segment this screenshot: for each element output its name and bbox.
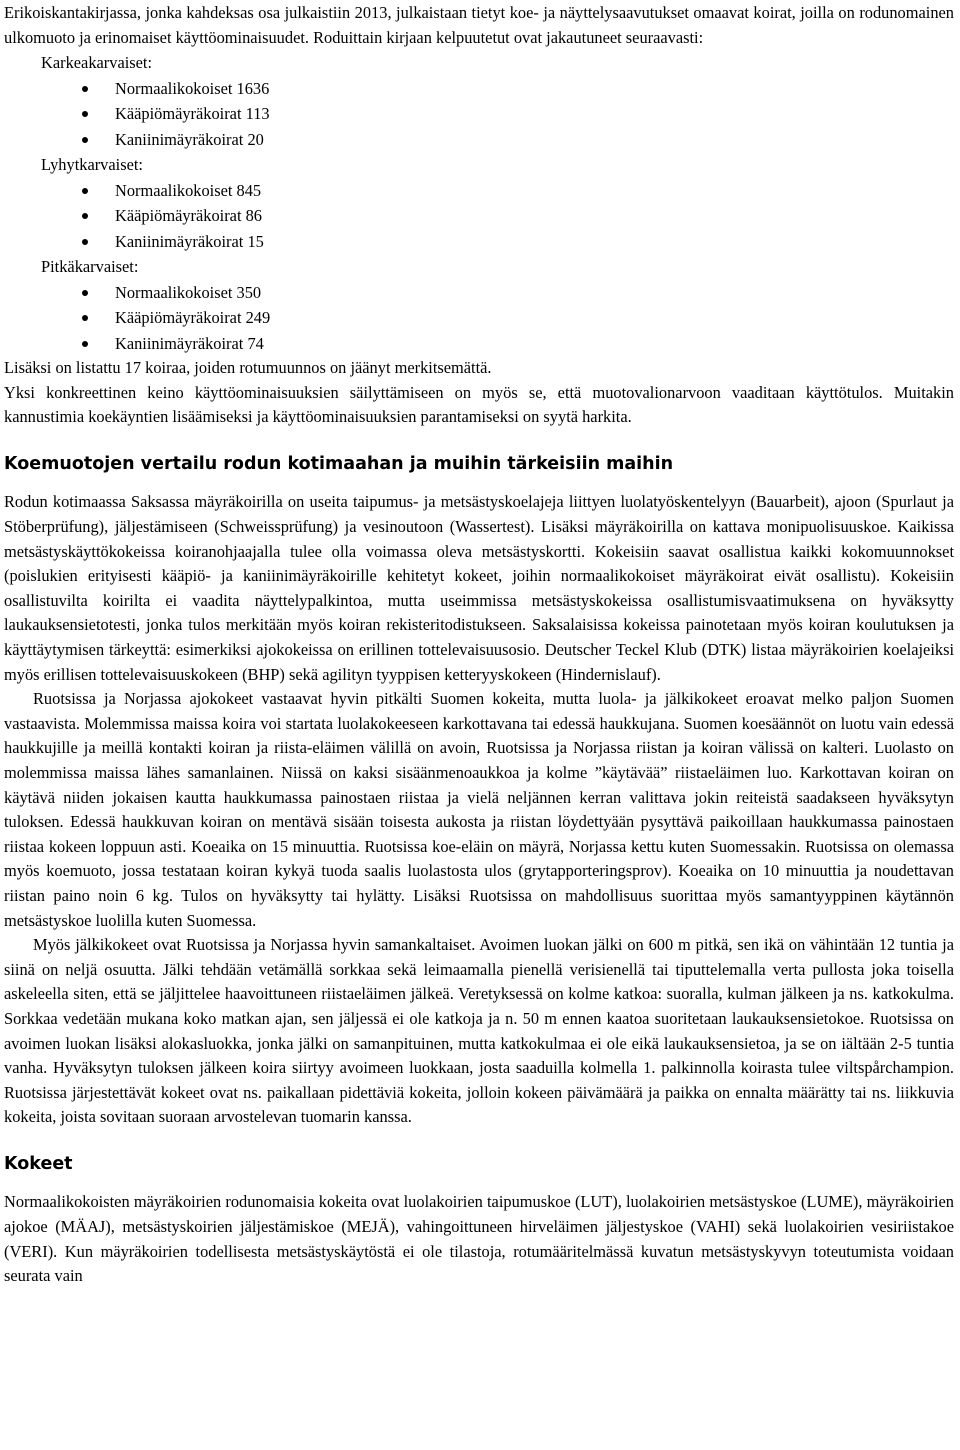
category-list xyxy=(4,50,954,356)
list-item: Kääpiömäyräkoirat 86 xyxy=(4,203,954,229)
category-items-karkeakarvaiset xyxy=(4,76,954,153)
bullet-icon xyxy=(82,341,88,347)
germany-paragraph: Rodun kotimaassa Saksassa mäyräkoirilla on useita taipumus- ja metsästyskoelajeja liittyen luolatyöskentelyyn (Bauarbeit), ajoon (Spurlaut ja Stöberprüfung), jäljestämiseen (Schweissprüfung) ja vesinoutoon (Wassertest). Lisäksi mäyräkoirilla on kattava monipuolisuuskoe. Kaikissa metsästyskäyttökokeissa koiranohjaajalla tulee olla voimassa oleva metsästyskortti. Kokeisiin saavat osallistua kaikki kokomuunnokset (poislukien erityisesti kääpiö- ja kaniinimäyräkoirille kehitetyt kokeet, joihin normaalikokoiset mäyräkoirat eivät osallistu). Kokeisiin osallistuvilta koirilta ei vaadita näyttelypalkintoa, mutta useimmissa metsästyskokeissa osallistumisvaatimuksena on hyväksytty laukauksensietotesti, jonka tulos merkitään myös koiran rekisteritodistukseen. Saksalaisissa kokeissa painotetaan myös koiran koulutuksen ja käyttäytymisen tärkeyttä: esimerkiksi ajokokeissa on erillinen tottelevaisuusosio. Deutscher Teckel Klub (DTK) listaa mäyräkoirien koelajeiksi myös erillisen tottelevaisuuskokeen (BHP) sekä agilityn tyyppisen ketteryyskokeen (Hindernislauf). xyxy=(4,492,954,684)
sweden-norway-paragraph: Ruotsissa ja Norjassa ajokokeet vastaavat hyvin pitkälti Suomen kokeita, mutta luola- ja jälkikokeet eroavat melko paljon Suomen vastaavista. Molemmissa maissa koira voi startata luolakokeeseen karkottavana tai edessä haukkujana. Suomen koesäännöt on luotu vain edessä haukkujille ja meillä kontakti koiran ja riista-eläimen välillä on avoin, Ruotsissa ja Norjassa riistan ja koiran välissä on kalteri. Luolasto on molemmissa maissa lähes samanlainen. Niissä on kaksi sisäänmenoaukkoa ja kolme ”käytävää” riistaeläimen luo. Karkottavan koiran on käytävä niiden jokaisen kautta haukkumassa painostaen riistaa ja vielä neljännen kerran valittava jokin reiteistä saadakseen hyväksytyn tuloksen. Edessä haukkuvan koiran on mentävä sisään toisesta aukosta ja riistan löydettyään pysyttävä paikoillaan haukkumassa painostaen riistaa kokeen loppuun asti. Koeaika on 15 minuuttia. Ruotsissa koe-eläin on mäyrä, Norjassa kettu kuten Suomessakin. Ruotsissa on olemassa myös koemuoto, jossa testataan koiran kykyä tuoda saalis luolastosta ulos (grytapporteringsprov). Koeaika on 10 minuuttia ja noudettavan riistan paino noin 6 kg. Tulos on hyväksytty tai hylätty. Lisäksi Ruotsissa on mahdollisuus suorittaa myös samantyyppinen käytännön metsästyskoe luolilla kuten Suomessa. xyxy=(4,689,954,930)
unlisted-note: Lisäksi on listattu 17 koiraa, joiden rotumuunnos on jäänyt merkitsemättä. xyxy=(4,358,492,378)
category-heading-lyhytkarvaiset: Lyhytkarvaiset: xyxy=(41,155,143,175)
document-page xyxy=(4,0,954,1289)
list-item: Normaalikokoiset 1636 xyxy=(4,76,954,102)
list-item: Normaalikokoiset 845 xyxy=(4,178,954,204)
bullet-icon xyxy=(82,111,88,117)
bullet-icon xyxy=(82,213,88,219)
list-item: Kääpiömäyräkoirat 249 xyxy=(4,305,954,331)
category-items-pitkakarvaiset xyxy=(4,280,954,357)
bullet-icon xyxy=(82,137,88,143)
category-items-lyhytkarvaiset xyxy=(4,178,954,255)
category-heading-pitkakarvaiset: Pitkäkarvaiset: xyxy=(41,257,139,277)
list-item: Kääpiömäyräkoirat 113 xyxy=(4,101,954,127)
bullet-icon xyxy=(82,86,88,92)
bullet-icon xyxy=(82,315,88,321)
section-heading-comparison: Koemuotojen vertailu rodun kotimaahan ja muihin tärkeisiin maihin xyxy=(4,453,674,474)
tracking-paragraph: Myös jälkikokeet ovat Ruotsissa ja Norjassa hyvin samankaltaiset. Avoimen luokan jälki on 600 m pitkä, sen ikä on vähintään 12 tuntia ja siinä on neljä osuutta. Jälki tehdään vetämällä sorkkaa sekä leimaamalla pienellä verisienellä tai tiputtelemalla verta pullosta joka toisella askeleella siten, että se jäljittelee haavoittuneen riistaeläimen jälkeä. Veretyksessä on kolme katkoa: suoralla, kulman jälkeen ja ns. katkokulma. Sorkkaa vedetään mukana koko matkan ajan, sen jäljessä ei ole katkoja ja n. 50 m ennen kaatoa suoritetaan laukauksensietokoe. Ruotsissa on avoimen luokan lisäksi alokasluokka, jonka jälki on samanpituinen, mutta katkokulmaa ei ole eikä laukauksensietoa, ja se on iältään 2-5 tuntia vanha. Hyväksytyn tuloksen jälkeen koira siirtyy avoimeen luokkaan, josta saaduilla kolmella 1. palkinnolla koirasta tulee viltspårchampion. Ruotsissa järjestettävät kokeet ovat ns. paikallaan pidettäviä kokeita, jolloin kokeen päivämäärä ja paikka on ennalta määrätty tai ns. liikkuvia kokeita, joista sovitaan suoraan arvostelevan tuomarin kanssa. xyxy=(4,935,954,1127)
performance-paragraph: Yksi konkreettinen keino käyttöominaisuuksien säilyttämiseen on myös se, että muotovalionarvoon vaaditaan käyttötulos. Muitakin kannustimia koekäyntien lisäämiseksi ja käyttöominaisuuksien parantamiseksi on syytä harkita. xyxy=(4,382,954,427)
list-item: Kaniinimäyräkoirat 20 xyxy=(4,127,954,153)
intro-paragraph: Erikoiskantakirjassa, jonka kahdeksas osa julkaistiin 2013, julkaistaan tietyt koe- ja näyttelysaavutukset omaavat koirat, joilla on rodunomainen ulkomuoto ja erinomaiset käyttöominaisuudet. Roduittain kirjaan kelpuutetut ovat jakautuneet seuraavasti: xyxy=(4,3,954,47)
category-heading-karkeakarvaiset: Karkeakarvaiset: xyxy=(41,53,153,73)
list-item: Normaalikokoiset 350 xyxy=(4,280,954,306)
bullet-icon xyxy=(82,188,88,194)
list-item: Kaniinimäyräkoirat 15 xyxy=(4,229,954,255)
bullet-icon xyxy=(82,239,88,245)
section-heading-kokeet: Kokeet xyxy=(4,1153,73,1174)
list-item: Kaniinimäyräkoirat 74 xyxy=(4,331,954,357)
bullet-icon xyxy=(82,290,88,296)
kokeet-paragraph: Normaalikokoisten mäyräkoirien rodunomaisia kokeita ovat luolakoirien taipumuskoe (LUT), luolakoirien metsästyskoe (LUME), mäyräkoirien ajokoe (MÄAJ), metsästyskoirien jäljestämiskoe (MEJÄ), vahingoittuneen hirveläimen jäljestyskoe (VAHI) sekä luolakoirien vesiriistakoe (VERI). Kun mäyräkoirien todellisesta metsästyskäytöstä ei ole tilastoja, rotumääritelmässä kuvatun metsästyskyvyn toteutumista voidaan seurata vain xyxy=(4,1192,954,1286)
